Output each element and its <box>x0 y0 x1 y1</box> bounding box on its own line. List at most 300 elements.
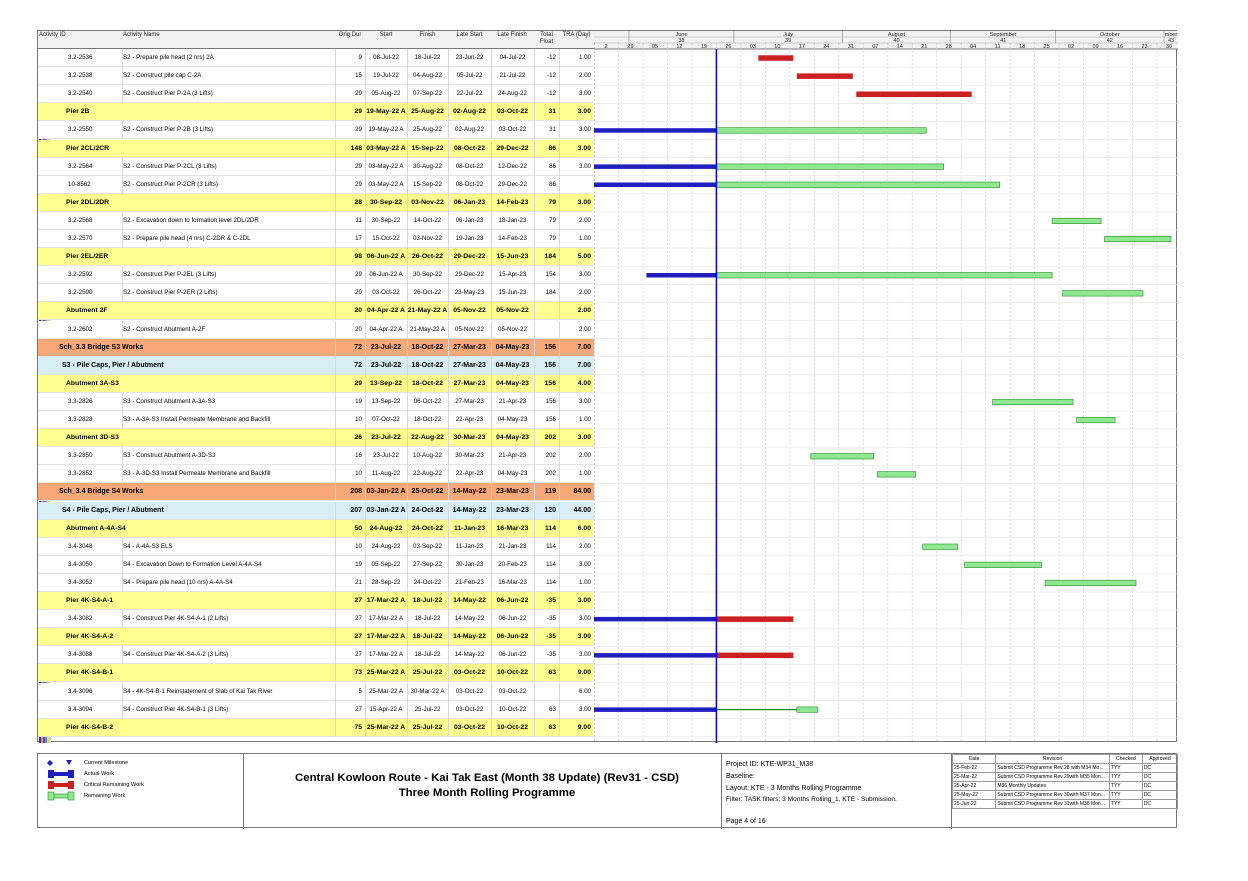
cell-id: 3.2-2592 <box>68 271 93 279</box>
gantt-bar-critical <box>716 616 793 622</box>
cell-start: 25-Mar-22 A <box>366 723 406 731</box>
cell-ls: 27-Mar-23 <box>453 379 486 387</box>
cell-finish: 18-Oct-22 <box>411 343 444 351</box>
cell-dur: 148 <box>350 144 362 152</box>
cell-tf: 154 <box>545 271 556 279</box>
cell-finish: 18-Jul-22 <box>414 651 441 659</box>
wbs-row[interactable] <box>38 664 594 682</box>
cell-lf: 21-Jan-23 <box>498 542 527 550</box>
cell-start: 30-Sep-22 <box>369 198 403 206</box>
cell-finish: 18-Oct-22 <box>411 361 444 369</box>
col-late-finish[interactable]: Late Finish <box>497 32 527 38</box>
cell-tra: 4.00 <box>577 379 591 387</box>
cell-name: S2 - Construct Pier P-2EL (3 Lifts) <box>123 271 217 279</box>
cell-id: 3.4-3082 <box>68 615 93 623</box>
week-day-label: 16 <box>1116 44 1124 50</box>
cell-finish: 25-Jul-22 <box>412 669 443 677</box>
cell-dur: 27 <box>355 651 362 659</box>
cell-start: 08-Jul-22 <box>373 54 399 61</box>
cell-id: 3.2-2564 <box>68 162 93 170</box>
gantt-bar-remaining <box>716 273 1052 279</box>
cell-lf: 15-Jun-23 <box>496 253 529 261</box>
col-finish[interactable]: Finish <box>419 32 436 38</box>
cell-tra: 3.00 <box>578 90 591 98</box>
cell-ls: 03-Oct-22 <box>454 723 485 731</box>
table-row[interactable] <box>38 67 594 85</box>
rev-header-revision: Revision <box>996 755 1110 764</box>
cell-tra: 5.00 <box>577 253 591 261</box>
table-row[interactable] <box>38 176 594 194</box>
cell-ls: 02-Aug-22 <box>453 108 486 116</box>
cell-dur: 73 <box>354 669 362 677</box>
revision-cell: TYY <box>1109 782 1142 791</box>
week-day-label: 14 <box>896 44 903 50</box>
cell-ls: 29-Dec-22 <box>455 271 484 279</box>
cell-id: 3.4-3094 <box>68 705 93 713</box>
schedule-sheet <box>37 30 1177 742</box>
cell-start: 23-Jul-22 <box>371 434 401 442</box>
revision-cell: 25-Feb-22 <box>953 764 996 773</box>
layout-name: Layout: KTE - 3 Months Rolling Programme <box>726 785 862 792</box>
cell-start: 23-Jul-22 <box>370 361 402 369</box>
cell-start: 03-Jan-22 A <box>366 506 406 514</box>
wbs-row[interactable] <box>38 502 594 520</box>
cell-lf: 04-May-23 <box>496 379 529 387</box>
cell-tra: 84.00 <box>573 488 591 496</box>
week-day-label: 02 <box>1068 44 1075 50</box>
revision-cell: TYY <box>1109 773 1142 782</box>
cell-finish: 18-Jul-22 <box>412 597 443 604</box>
cell-name: S4 - Excavation Down to Formation Level A-4A-S4 <box>123 560 262 568</box>
cell-ls: 06-Jan-23 <box>453 198 486 206</box>
cell-finish: 18-Jul-22 <box>414 54 441 61</box>
month-label: September <box>989 32 1017 38</box>
cell-lf: 12-Dec-22 <box>498 162 527 170</box>
wbs-row[interactable] <box>38 302 594 320</box>
table-row[interactable] <box>38 321 594 339</box>
cell-name: S2 - Prepare pile head (4 nrs) C-2DR & C-2DL <box>123 235 251 242</box>
cell-finish: 15-Sep-22 <box>413 180 442 188</box>
cell-name: S4 - Construct Pier 4K-S4-A-1 (2 Lifts) <box>123 615 229 623</box>
gantt-chart <box>594 31 1178 743</box>
cell-id: 3.2-2550 <box>68 126 93 134</box>
cell-name: S4 - 4K-S4-B-1 Reinstatement of Slab of Kai Tak River <box>123 687 273 695</box>
cell-id: 3.2-2540 <box>68 90 93 98</box>
gantt-bar-actual <box>646 273 716 278</box>
table-row[interactable] <box>38 610 594 628</box>
cell-dur: 98 <box>354 253 362 261</box>
cell-dur: 29 <box>354 379 362 387</box>
wbs-row[interactable] <box>38 719 594 737</box>
revision-row <box>953 791 1178 800</box>
gantt-bar-actual <box>594 128 716 133</box>
revision-cell: Submit CSD Programme Rev 30with M37 Mon... <box>996 791 1110 800</box>
col-start[interactable]: Start <box>379 32 393 38</box>
gantt-bar-remaining <box>1045 580 1136 586</box>
table-row[interactable] <box>38 284 594 302</box>
cell-lf: 14-Feb-23 <box>496 198 529 206</box>
cell-lf: 10-Oct-22 <box>497 669 528 677</box>
cell-start: 13-Sep-22 <box>371 397 401 405</box>
gantt-bar-remaining <box>877 472 915 478</box>
cell-ls: 22-Jul-22 <box>456 90 483 98</box>
cell-finish: 24-Oct-22 <box>411 506 444 514</box>
cell-name: S2 - Construct Abutment A-2F <box>123 325 206 333</box>
cell-tra: 3.00 <box>577 633 591 641</box>
cell-start: 17-Mar-22 A <box>366 633 406 641</box>
cell-dur: 15 <box>355 72 362 80</box>
wbs-row[interactable] <box>38 140 594 158</box>
revision-row <box>953 764 1178 773</box>
page-number: Page 4 of 16 <box>726 818 766 825</box>
cell-lf: 16-Mar-23 <box>496 524 529 532</box>
revision-cell: TYY <box>1109 791 1142 800</box>
cell-name: S4 - A-4A-S3 ELS <box>123 542 173 550</box>
cell-ls: 19-Jan-23 <box>455 235 484 242</box>
cell-start: 24-Aug-22 <box>369 524 403 532</box>
cell-finish: 03-Nov-22 <box>413 235 442 242</box>
week-day-label: 24 <box>823 44 830 50</box>
wbs-row[interactable] <box>38 628 594 646</box>
week-number-label: 41 <box>1000 38 1007 44</box>
table-row[interactable] <box>38 266 594 284</box>
cell-lf: 06-Jun-22 <box>496 633 529 641</box>
cell-id: Pier 2DL/2DR <box>66 198 110 206</box>
table-row[interactable] <box>38 646 594 664</box>
cell-id: Sch_3.3 Bridge S3 Works <box>59 343 144 351</box>
cell-ls: 14-May-22 <box>454 615 485 623</box>
revision-cell: DC <box>1142 791 1177 800</box>
cell-name: S2 - Construct pile cap C-2A <box>123 72 202 80</box>
table-row[interactable] <box>38 465 594 483</box>
cell-name: S2 - Construct Pier P-2CL (3 Lifts) <box>123 162 217 170</box>
cell-id: Pier 2EL/2ER <box>66 253 109 261</box>
revision-cell: Submit CSD Programme Rev 28 with M34 Mo... <box>996 764 1110 773</box>
week-number-label: 38 <box>678 38 685 44</box>
col-orig-dur[interactable]: Orig Dur <box>338 32 362 38</box>
cell-dur: 27 <box>354 633 362 641</box>
cell-tf: -12 <box>547 54 556 61</box>
cell-finish: 07-Sep-22 <box>413 90 442 98</box>
col-tra[interactable]: TRA (Day) <box>562 32 591 38</box>
cell-finish: 25-Aug-22 <box>411 108 444 116</box>
table-row[interactable] <box>38 393 594 411</box>
wbs-row[interactable] <box>38 248 594 266</box>
week-day-label: 12 <box>676 44 683 50</box>
cell-id: Pier 4K-S4-A-2 <box>66 633 114 641</box>
cell-ls: 23-May-23 <box>454 289 485 297</box>
cell-tra: 6.00 <box>578 687 591 695</box>
cell-start: 03-May-22 A <box>368 162 404 170</box>
week-number-label: 42 <box>1106 38 1113 44</box>
cell-start: 03-Jan-22 A <box>366 488 406 496</box>
cell-id: 3.4-3050 <box>68 560 93 568</box>
cell-tra: 3.00 <box>578 705 591 713</box>
month-label: mber <box>1164 32 1178 38</box>
gantt-bar-remaining <box>716 128 926 134</box>
cell-tf: 114 <box>546 542 556 550</box>
wbs-row[interactable] <box>38 103 594 121</box>
cell-ls: 14-May-22 <box>453 597 486 604</box>
cell-tf: 86 <box>549 180 556 188</box>
cell-id: Pier 2CL/2CR <box>66 144 110 152</box>
cell-lf: 14-Feb-23 <box>498 235 527 242</box>
cell-tra: 2.00 <box>578 72 591 80</box>
cell-tf: 63 <box>548 669 556 677</box>
cell-ls: 14-May-22 <box>453 633 486 641</box>
cell-tra: 44.00 <box>573 506 591 514</box>
cell-id: 3.3-2852 <box>68 470 93 478</box>
cell-start: 05-Aug-22 <box>371 90 401 98</box>
table-row[interactable] <box>38 158 594 176</box>
week-day-label: 23 <box>1141 44 1148 50</box>
cell-id: Abutment 3A-S3 <box>66 379 119 387</box>
table-row[interactable] <box>38 574 594 592</box>
wbs-row[interactable] <box>38 483 594 501</box>
cell-tra: 6.00 <box>577 524 591 532</box>
cell-tra: 3.00 <box>578 560 591 568</box>
cell-finish: 10-Aug-22 <box>413 452 442 460</box>
cell-dur: 29 <box>355 271 362 279</box>
rev-header-checked: Checked <box>1109 755 1142 764</box>
cell-dur: 21 <box>355 578 362 586</box>
revision-cell: Submit CSD Programme Rev 29with M35 Mon... <box>996 773 1110 782</box>
cell-id: 10-8562 <box>68 180 91 188</box>
cell-dur: 10 <box>355 416 362 423</box>
cell-start: 06-Jun-22 A <box>369 271 403 279</box>
cell-tf <box>534 321 559 339</box>
cell-tf: 31 <box>548 108 556 116</box>
wbs-row[interactable] <box>38 194 594 212</box>
week-day-label: 19 <box>700 44 707 50</box>
table-row[interactable] <box>38 411 594 429</box>
cell-lf: 29-Dec-22 <box>498 180 527 188</box>
cell-id: Abutment 3D-S3 <box>66 434 119 442</box>
cell-tra: 2.00 <box>578 325 591 333</box>
cell-id: 3.4-3052 <box>68 578 93 586</box>
cell-lf: 05-Nov-22 <box>498 325 527 333</box>
cell-lf: 03-Oct-22 <box>498 126 527 134</box>
gantt-bar-actual <box>594 653 716 658</box>
cell-lf: 18-Jan-23 <box>498 216 527 224</box>
cell-start: 19-May-22 A <box>368 126 404 134</box>
col-total-float[interactable]: Total Float <box>539 32 554 45</box>
cell-ls: 23-Jun-22 <box>455 54 484 61</box>
cell-tf: 63 <box>548 723 556 731</box>
gantt-bar-actual <box>594 164 716 169</box>
cell-id: 3.2-2570 <box>68 235 93 242</box>
cell-lf: 04-May-23 <box>495 361 530 369</box>
cell-lf: 10-Oct-22 <box>498 705 527 713</box>
remaining-bar-icon <box>46 791 76 801</box>
cell-tf: 114 <box>546 560 556 568</box>
table-row[interactable] <box>38 683 594 701</box>
month-label: July <box>783 32 793 38</box>
cell-dur: 26 <box>354 434 362 442</box>
wbs-row[interactable] <box>38 375 594 393</box>
cell-name: S4 - Construct Pier 4K-S4-A-2 (3 Lifts) <box>123 651 229 659</box>
wbs-row[interactable] <box>38 592 594 610</box>
week-day-label: 30 <box>1165 44 1173 50</box>
cell-tf: 31 <box>549 126 556 134</box>
cell-finish: 18-Jul-22 <box>412 633 443 641</box>
gantt-bar-remaining <box>923 544 958 550</box>
cell-dur: 208 <box>350 488 362 496</box>
revision-cell: 25-Mar-22 <box>953 773 996 782</box>
gantt-bar-remaining <box>993 399 1073 405</box>
cell-tf: 202 <box>544 434 556 442</box>
cell-tf: 86 <box>549 162 556 170</box>
cell-tra: 3.00 <box>577 597 591 604</box>
wbs-row[interactable] <box>38 339 594 357</box>
cell-finish: 25-Jul-22 <box>414 705 441 713</box>
week-number-label: 40 <box>893 38 900 44</box>
col-activity-id[interactable]: Activity ID <box>39 32 66 38</box>
cell-finish: 15-Sep-22 <box>411 144 444 152</box>
cell-tra: 3.00 <box>578 126 591 134</box>
cell-lf: 04-May-23 <box>496 434 529 442</box>
cell-ls: 03-Oct-22 <box>455 687 484 695</box>
cell-finish: 22-Aug-22 <box>411 434 444 442</box>
cell-finish: 30-Aug-22 <box>413 162 442 170</box>
cell-tf: 184 <box>545 289 556 297</box>
cell-name: S3 - A-3A-S3 Install Permeate Membrane and Backfill <box>123 416 271 423</box>
cell-finish: 25-Aug-22 <box>413 126 442 134</box>
cell-tra: 3.00 <box>577 144 591 152</box>
cell-start: 04-Apr-22 A <box>367 307 405 315</box>
cell-tra: 2.00 <box>578 289 591 297</box>
cell-finish: 18-Oct-22 <box>412 379 443 387</box>
table-row[interactable] <box>38 230 594 248</box>
cell-finish: 30-Sep-22 <box>413 271 442 279</box>
gantt-bar-critical <box>758 55 793 61</box>
cell-ls: 03-Oct-22 <box>454 669 485 677</box>
cell-dur: 10 <box>355 470 362 478</box>
week-day-label: 04 <box>970 44 977 50</box>
revision-cell: 25-May-22 <box>953 791 996 800</box>
col-activity-name[interactable]: Activity Name <box>123 32 160 38</box>
cell-finish: 26-Oct-22 <box>412 253 443 261</box>
cell-start: 19-Jul-22 <box>373 72 399 80</box>
cell-ls: 27-Mar-23 <box>453 343 486 351</box>
critical-bar-icon <box>46 780 76 790</box>
cell-tf: -35 <box>547 651 556 659</box>
table-row[interactable] <box>38 121 594 139</box>
cell-dur: 72 <box>354 361 362 369</box>
gantt-bar-actual <box>594 617 716 622</box>
cell-name: S2 - Construct Pier P-2A (3 Lifts) <box>123 90 213 98</box>
wbs-row[interactable] <box>38 429 594 447</box>
revision-cell: Submit CSD Programme Rev 31with M38 Mon... <box>996 800 1110 809</box>
cell-ls: 03-Oct-22 <box>455 705 484 713</box>
cell-start: 17-Mar-22 A <box>368 615 404 623</box>
week-day-label: 09 <box>1092 44 1099 50</box>
table-row[interactable] <box>38 49 594 67</box>
cell-dur: 50 <box>354 524 362 532</box>
cell-name: S2 - Construct Pier P-2B (3 Lifts) <box>123 126 214 134</box>
cell-start: 03-May-22 A <box>368 180 404 188</box>
cell-tra: 1.00 <box>578 235 591 242</box>
cell-ls: 14-May-22 <box>452 488 487 496</box>
table-row[interactable] <box>38 212 594 230</box>
cell-dur: 11 <box>355 216 362 224</box>
col-late-start[interactable]: Late Start <box>456 32 483 38</box>
rev-header-date: Date <box>953 755 996 764</box>
cell-id: 3.2-2538 <box>68 72 93 80</box>
table-row[interactable] <box>38 701 594 719</box>
gantt-bar-remaining <box>797 707 818 713</box>
cell-ls: 22-Apr-23 <box>455 416 484 423</box>
table-row[interactable] <box>38 538 594 556</box>
cell-dur: 5 <box>358 687 362 695</box>
week-number-label: 39 <box>785 38 792 44</box>
table-row[interactable] <box>38 85 594 103</box>
cell-ls: 14-May-22 <box>454 651 485 659</box>
baseline: Baseline: <box>726 773 755 780</box>
cell-start: 06-Jun-22 A <box>366 253 406 261</box>
cell-start: 24-Aug-22 <box>371 542 401 550</box>
month-label: June <box>675 32 688 38</box>
cell-finish: 03-Nov-22 <box>411 198 444 206</box>
week-day-label: 29 <box>627 44 634 50</box>
cell-lf: 04-May-23 <box>497 470 528 478</box>
cell-id: 3.4-3048 <box>68 542 93 550</box>
cell-tra: 3.00 <box>577 434 591 442</box>
cell-dur: 207 <box>350 506 362 514</box>
cell-start: 19-May-22 A <box>366 108 406 116</box>
cell-start: 23-Jul-22 <box>373 452 399 460</box>
cell-finish: 18-Jul-22 <box>414 615 441 623</box>
cell-dur: 27 <box>355 705 362 713</box>
cell-tf: 156 <box>545 416 556 423</box>
cell-tf <box>534 302 559 320</box>
table-row[interactable] <box>38 447 594 465</box>
week-day-label: 28 <box>945 44 952 50</box>
cell-finish: 06-Oct-22 <box>413 397 442 405</box>
cell-tra: 2.00 <box>578 542 591 550</box>
cell-dur: 28 <box>354 198 362 206</box>
revision-cell: DC <box>1142 773 1177 782</box>
legend-critical: Critical Remaining Work <box>46 780 156 790</box>
wbs-row[interactable] <box>38 357 594 375</box>
cell-finish: 04-Aug-22 <box>413 72 442 80</box>
cell-tf <box>534 683 559 701</box>
report-subtitle: Three Month Rolling Programme <box>398 787 576 799</box>
revision-row <box>953 782 1178 791</box>
cell-lf: 20-Feb-23 <box>498 560 527 568</box>
cell-finish: 21-May-22 A <box>407 307 448 315</box>
cell-id: Pier 4K-S4-B-2 <box>66 723 114 731</box>
cell-tf: -12 <box>547 72 556 80</box>
cell-finish: 21-May-22 A <box>409 325 446 333</box>
cell-ls: 30-Mar-23 <box>453 434 486 442</box>
table-row[interactable] <box>38 556 594 574</box>
cell-finish: 24-Oct-22 <box>412 524 443 532</box>
cell-tf: 114 <box>545 524 556 532</box>
cell-tra: 9.00 <box>577 723 591 731</box>
project-id: Project ID: KTE-WP31_M38 <box>726 761 814 768</box>
cell-dur: 16 <box>355 452 362 460</box>
cell-finish: 27-Sep-22 <box>413 560 442 568</box>
wbs-row[interactable] <box>38 520 594 538</box>
cell-ls: 14-May-22 <box>452 506 487 514</box>
week-day-label: 26 <box>725 44 732 50</box>
cell-ls: 11-Jan-23 <box>455 542 484 550</box>
cell-ls: 08-Oct-22 <box>454 144 485 152</box>
cell-id: 3.4-3088 <box>68 651 93 659</box>
cell-start: 03-Oct-22 <box>372 289 400 297</box>
milestone-icon <box>46 758 76 768</box>
